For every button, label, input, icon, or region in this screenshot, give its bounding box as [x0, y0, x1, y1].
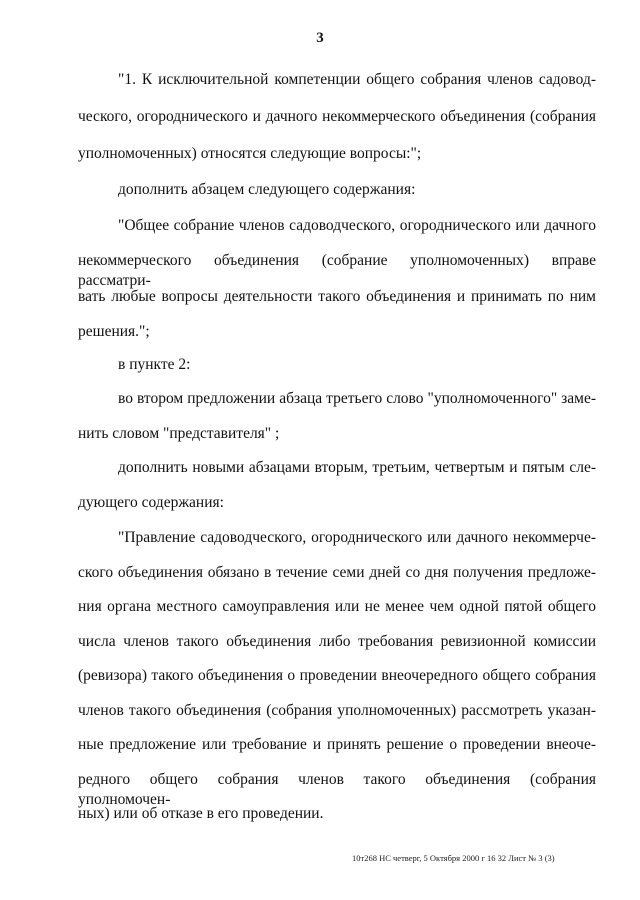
text-line: дующего содержания:	[78, 494, 224, 511]
text-line: решения.";	[78, 323, 150, 340]
text-line: вать любые вопросы деятельности такого объединения и принимать по ним	[78, 288, 596, 305]
text-line: в пункте 2:	[118, 356, 191, 373]
text-line: уполномоченных) относятся следующие вопросы:";	[78, 145, 422, 162]
text-line: дополнить новыми абзацами вторым, третьим, четвертым и пятым сле-	[118, 459, 596, 476]
text-line: дополнить абзацем следующего содержания:	[118, 181, 416, 198]
text-line: ского объединения обязано в течение семи дней со дня получения предложе-	[78, 564, 596, 581]
text-line: во втором предложении абзаца третьего слово "уполномоченного" заме-	[118, 390, 596, 407]
text-line: редного общего собрания членов такого объединения (собрания уполномочен-	[78, 771, 596, 808]
text-line: ных) или об отказе в его проведении.	[78, 805, 324, 822]
document-footer: 10т268 НС четверг, 5 Октября 2000 г 16 32 Лист № 3 (3)	[352, 853, 555, 863]
text-line: "Правление садоводческого, огороднического или дачного некоммерче-	[118, 529, 596, 546]
page-number: 3	[316, 30, 324, 46]
text-line: ния органа местного самоуправления или не менее чем одной пятой общего	[78, 598, 596, 615]
text-line: "1. К исключительной компетенции общего собрания членов садовод-	[118, 71, 596, 88]
text-line: (ревизора) такого объединения о проведении внеочередного общего собрания	[78, 667, 596, 684]
text-line: ные предложение или требование и принять решение о проведении внеоче-	[78, 736, 596, 753]
text-line: членов такого объединения (собрания уполномоченных) рассмотреть указан-	[78, 702, 596, 719]
text-line: некоммерческого объединения (собрание уполномоченных) вправе рассматри-	[78, 252, 596, 289]
text-line: нить словом "представителя" ;	[78, 425, 280, 442]
text-line: "Общее собрание членов садоводческого, огороднического или дачного	[118, 217, 596, 234]
text-line: ческого, огороднического и дачного некоммерческого объединения (собрания	[78, 108, 596, 125]
text-line: числа членов такого объединения либо требования ревизионной комиссии	[78, 633, 596, 650]
